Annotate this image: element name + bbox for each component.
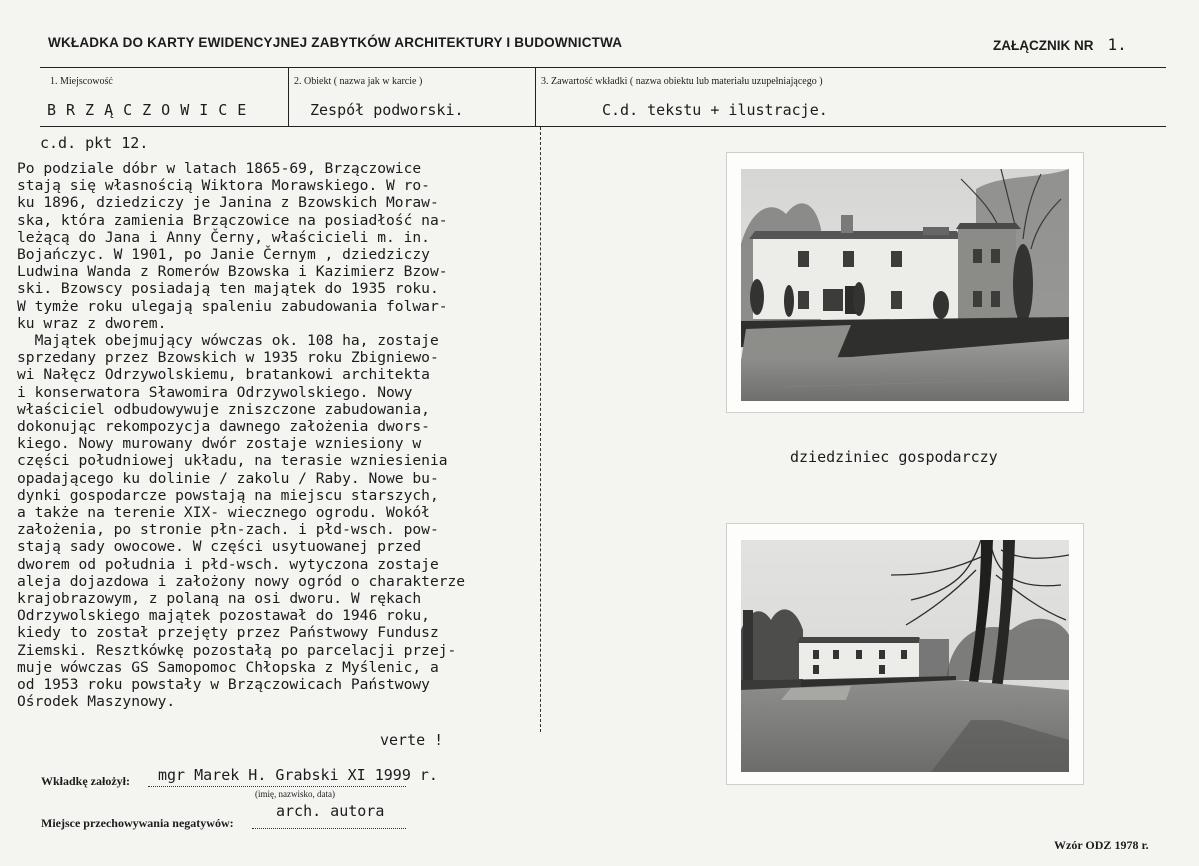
photo-manor-courtyard <box>741 169 1069 401</box>
text-line: kiego. Nowy murowany dwór zostaje wzniesiony w <box>17 435 422 453</box>
continuation-heading: c.d. pkt 12. <box>40 134 149 152</box>
text-line: od 1953 roku powstały w Brzączowicach Państwowy <box>17 676 430 694</box>
storage-label: Miejsce przechowywania negatywów: <box>41 816 234 830</box>
text-line: części południowej układu, na terasie wzniesienia <box>17 452 448 470</box>
attachment-label: ZAŁĄCZNIK NR <box>993 38 1094 53</box>
text-line: dokonując rekompozycja dawnego założenia dwors- <box>17 418 430 436</box>
form-title: WKŁADKA DO KARTY EWIDENCYJNEJ ZABYTKÓW ARCHITEKTURY I BUDOWNICTWA <box>48 35 623 50</box>
text-line: stają się własnością Wiktora Morawskiego. W ro- <box>17 177 430 195</box>
text-line: ku wraz z dworem. <box>17 314 167 332</box>
storage-value: arch. autora <box>276 802 385 820</box>
author-hint: (imię, nazwisko, data) <box>255 789 335 799</box>
text-line: krajobrazowym, z polaną na osi dworu. W rękach <box>17 590 422 608</box>
field-divider <box>288 68 289 126</box>
field-value-contents: C.d. tekstu + ilustracje. <box>602 101 828 119</box>
text-line: stają sady owocowe. W części usytuowanej przed <box>17 538 422 556</box>
text-line: leżącą do Jana i Anny Černy, właścicieli m. in. <box>17 228 430 246</box>
field-divider <box>535 68 536 126</box>
field-value-locality: BRZĄCZOWICE <box>47 101 257 119</box>
author-value: mgr Marek H. Grabski XI 1999 r. <box>158 766 438 784</box>
text-line: muje wówczas GS Samopomoc Chłopska z Myślenic, a <box>17 658 439 676</box>
field-label-contents: 3. Zawartość wkładki ( nazwa obiektu lub materiału uzupełniającego ) <box>541 76 823 87</box>
verte-note: verte ! <box>380 731 444 749</box>
text-line: Odrzywolskiego majątek pozostawał do 1946 roku, <box>17 607 430 625</box>
manor-driveway-image <box>741 540 1069 772</box>
text-line: aleja dojazdowa i założony nowy ogród o charakterze <box>17 572 466 590</box>
text-line: Ośrodek Maszynowy. <box>17 693 176 711</box>
manor-courtyard-image <box>741 169 1069 401</box>
text-line: ska, która zamienia Brzączowice na posiadłość na- <box>17 211 448 229</box>
text-line: opadającego ku dolinie / zakolu / Raby. Nowe bu- <box>17 469 439 487</box>
text-line: kiedy to został przejęty przez Państwowy Fundusz <box>17 624 439 642</box>
text-line: Ziemski. Resztkówkę pozostałą po parcelacji przej- <box>17 641 457 659</box>
text-line: Bojańczyc. W 1901, po Janie Černym , dziedziczy <box>17 246 430 264</box>
text-line: dworem od południa i płd-wsch. wytyczona zostaje <box>17 555 439 573</box>
text-line: właściciel odbudowywuje zniszczone zabudowania, <box>17 400 430 418</box>
text-line: i konserwatora Sławomira Odrzywolskiego. Nowy <box>17 383 413 401</box>
history-text <box>17 160 552 711</box>
text-line: wi Nałęcz Odrzywolskiemu, bratankowi architekta <box>17 366 430 384</box>
text-line: założenia, po stronie płn-zach. i płd-wsch. pow- <box>17 521 439 539</box>
text-line: Ludwina Wanda z Romerów Bzowska i Kazimierz Bzow- <box>17 263 448 281</box>
field-label-object: 2. Obiekt ( nazwa jak w karcie ) <box>294 76 423 87</box>
text-line: ku 1896, dziedziczy je Janina z Bzowskich Moraw- <box>17 194 439 212</box>
text-line: Majątek obejmujący wówczas ok. 108 ha, zostaje <box>17 332 439 350</box>
attachment-number-value: 1. <box>1107 35 1127 54</box>
photo-manor-driveway <box>741 540 1069 772</box>
text-line: a także na terenie XIX- wiecznego ogrodu. Wokół <box>17 504 430 522</box>
author-label: Wkładkę założył: <box>41 774 130 788</box>
storage-line <box>252 828 406 829</box>
header-rule <box>40 67 1166 68</box>
field-bottom-rule <box>40 126 1166 127</box>
form-template-id: Wzór ODZ 1978 r. <box>1054 838 1149 852</box>
attachment-number <box>993 35 1127 54</box>
author-line <box>148 786 406 787</box>
text-line: Po podziale dóbr w latach 1865-69, Brzączowice <box>17 160 422 177</box>
text-line: W tymże roku ulegają spaleniu zabudowania folwar- <box>17 297 448 315</box>
photo-caption: dziedziniec gospodarczy <box>790 448 998 466</box>
field-label-locality: 1. Miejscowość <box>50 76 113 87</box>
text-line: ski. Bzowscy posiadają ten majątek do 1935 roku. <box>17 280 439 298</box>
field-value-object: Zespół podworski. <box>310 101 464 119</box>
text-line: sprzedany przez Bzowskich w 1935 roku Zbigniewo- <box>17 349 439 367</box>
text-line: dynki gospodarcze powstają na miejscu starszych, <box>17 486 439 504</box>
